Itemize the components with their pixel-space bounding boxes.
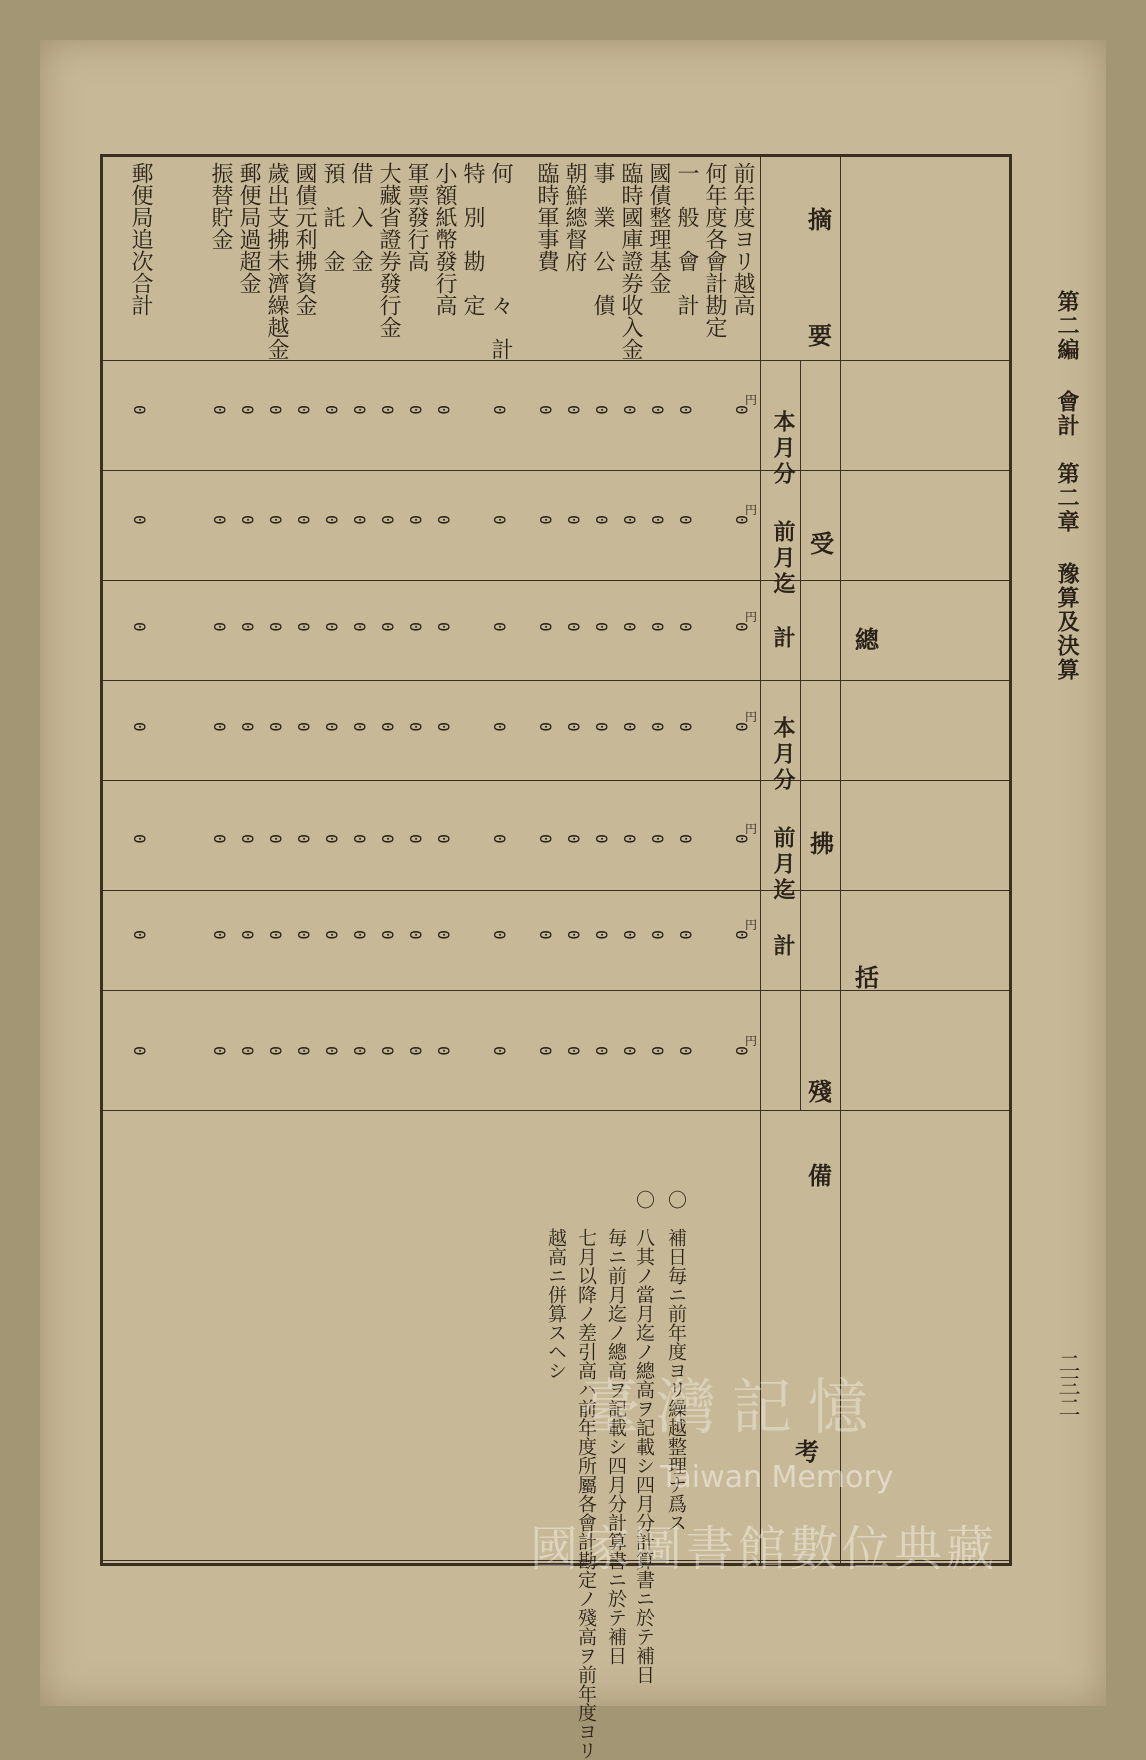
col-receipt-sum: 計 — [770, 626, 796, 654]
value-cell: 0 — [434, 405, 453, 415]
value-cell: 0 — [434, 722, 453, 732]
col-receipt-to-last-month: 前月迄 — [770, 520, 796, 598]
value-cell: 0 — [238, 405, 257, 415]
header-rule-inner — [800, 360, 801, 1110]
yen-unit: 円 — [745, 918, 758, 932]
value-cell: 0 — [620, 622, 639, 632]
value-cell: 0 — [536, 1046, 555, 1056]
value-cell: 0 — [210, 834, 229, 844]
table-row-label: 何年度各會計勘定 — [702, 162, 727, 338]
value-cell: 0 — [378, 722, 397, 732]
value-cell: 0 — [350, 405, 369, 415]
value-cell: 0 — [406, 930, 425, 940]
value-cell: 0 — [350, 834, 369, 844]
value-cell: 0 — [294, 722, 313, 732]
value-cell: 0 — [434, 622, 453, 632]
value-cell: 0 — [434, 930, 453, 940]
header-payment: 拂 — [810, 829, 840, 858]
table-row-label: 軍票發行高 — [404, 162, 429, 272]
value-cell: 0 — [322, 622, 341, 632]
header-remarks: 備 — [808, 1161, 838, 1190]
value-cell: 0 — [350, 515, 369, 525]
table-row-label: 大藏省證券發行金 — [376, 162, 401, 338]
value-cell: 0 — [238, 834, 257, 844]
watermark-library: 國家圖書館數位典藏 — [530, 1521, 999, 1577]
table-row-label: 臨時軍事費 — [534, 162, 559, 272]
value-cell: 0 — [490, 930, 509, 940]
header-summary-tail: 要 — [808, 321, 838, 350]
value-cell: 0 — [434, 1046, 453, 1056]
value-cell: 0 — [732, 722, 751, 732]
value-cell: 0 — [406, 1046, 425, 1056]
value-cell: 0 — [592, 622, 611, 632]
col-receipt-this-month: 本月分 — [770, 410, 796, 488]
running-head: 第二編 會計 第二章 豫算及決算 — [1054, 290, 1080, 682]
value-cell: 0 — [322, 930, 341, 940]
remark-note: 七月以降ノ差引高ハ前年度所屬各會計勘定ノ殘高ヲ前年度ヨリ — [575, 1190, 597, 1760]
value-cell: 0 — [490, 622, 509, 632]
table-row-label: 郵便局追次合計 — [128, 162, 153, 316]
col-payment-to-last-month: 前月迄 — [770, 826, 796, 904]
watermark-brand: 臺灣記憶 — [580, 1373, 884, 1443]
value-cell: 0 — [490, 405, 509, 415]
value-cell: 0 — [490, 1046, 509, 1056]
header-total: 總 — [855, 625, 885, 654]
column-rule-2 — [102, 470, 1010, 471]
column-rule-1 — [102, 360, 1010, 361]
value-cell: 0 — [130, 1046, 149, 1056]
value-cell: 0 — [648, 1046, 667, 1056]
column-rule-3 — [102, 580, 1010, 581]
table-row-label: 振替貯金 — [208, 162, 233, 250]
value-cell: 0 — [350, 622, 369, 632]
value-cell: 0 — [294, 405, 313, 415]
value-cell: 0 — [620, 930, 639, 940]
yen-unit: 円 — [745, 610, 758, 624]
value-cell: 0 — [648, 622, 667, 632]
header-rule-body — [760, 154, 761, 1564]
value-cell: 0 — [536, 515, 555, 525]
value-cell: 0 — [130, 834, 149, 844]
value-cell: 0 — [294, 1046, 313, 1056]
value-cell: 0 — [536, 834, 555, 844]
table-row-label: 特 別 勘 定 — [460, 162, 485, 316]
header-receipt: 受 — [810, 529, 840, 558]
value-cell: 0 — [536, 930, 555, 940]
column-rule-8 — [102, 1110, 1010, 1111]
value-cell: 0 — [406, 405, 425, 415]
value-cell: 0 — [564, 405, 583, 415]
value-cell: 0 — [564, 722, 583, 732]
value-cell: 0 — [564, 622, 583, 632]
value-cell: 0 — [676, 834, 695, 844]
value-cell: 0 — [350, 1046, 369, 1056]
value-cell: 0 — [592, 1046, 611, 1056]
value-cell: 0 — [210, 515, 229, 525]
value-cell: 0 — [210, 405, 229, 415]
value-cell: 0 — [266, 1046, 285, 1056]
table-row-label: 一 般 會 計 — [674, 162, 699, 316]
value-cell: 0 — [406, 722, 425, 732]
value-cell: 0 — [676, 515, 695, 525]
value-cell: 0 — [294, 834, 313, 844]
column-rule-6 — [102, 890, 1010, 891]
value-cell: 0 — [648, 834, 667, 844]
value-cell: 0 — [266, 930, 285, 940]
page-number: 二三二 — [1055, 1352, 1080, 1418]
value-cell: 0 — [490, 722, 509, 732]
value-cell: 0 — [322, 722, 341, 732]
value-cell: 0 — [350, 930, 369, 940]
value-cell: 0 — [648, 930, 667, 940]
value-cell: 0 — [732, 622, 751, 632]
value-cell: 0 — [406, 622, 425, 632]
value-cell: 0 — [434, 834, 453, 844]
yen-unit: 円 — [745, 1034, 758, 1048]
value-cell: 0 — [536, 722, 555, 732]
table-row-label: 何 々 計 — [488, 162, 513, 360]
value-cell: 0 — [732, 834, 751, 844]
value-cell: 0 — [130, 515, 149, 525]
value-cell: 0 — [648, 722, 667, 732]
value-cell: 0 — [322, 515, 341, 525]
value-cell: 0 — [536, 405, 555, 415]
table-row-label: 歲出支拂未濟繰越金 — [264, 162, 289, 360]
value-cell: 0 — [266, 722, 285, 732]
value-cell: 0 — [378, 1046, 397, 1056]
col-payment-sum: 計 — [770, 934, 796, 962]
value-cell: 0 — [564, 515, 583, 525]
yen-unit: 円 — [745, 393, 758, 407]
value-cell: 0 — [378, 405, 397, 415]
value-cell: 0 — [536, 622, 555, 632]
yen-unit: 円 — [745, 503, 758, 517]
value-cell: 0 — [350, 722, 369, 732]
value-cell: 0 — [266, 405, 285, 415]
remark-note: 越高ニ併算スヘシ — [545, 1190, 567, 1380]
value-cell: 0 — [238, 930, 257, 940]
value-cell: 0 — [210, 930, 229, 940]
value-cell: 0 — [130, 405, 149, 415]
value-cell: 0 — [378, 515, 397, 525]
header-summary: 摘 — [808, 205, 838, 234]
value-cell: 0 — [564, 834, 583, 844]
header-remarks-tail: 考 — [795, 1437, 825, 1466]
table-row-label: 臨時國庫證券收入金 — [618, 162, 643, 360]
column-rule-5 — [102, 780, 1010, 781]
value-cell: 0 — [294, 622, 313, 632]
remark-note: 毎ニ前月迄ノ總高ヲ記載シ四月分計算書ニ於テ補日 — [605, 1190, 627, 1665]
value-cell: 0 — [322, 1046, 341, 1056]
value-cell: 0 — [266, 834, 285, 844]
value-cell: 0 — [592, 930, 611, 940]
value-cell: 0 — [130, 930, 149, 940]
value-cell: 0 — [210, 722, 229, 732]
value-cell: 0 — [676, 405, 695, 415]
value-cell: 0 — [238, 622, 257, 632]
value-cell: 0 — [564, 930, 583, 940]
value-cell: 0 — [732, 930, 751, 940]
table-row-label: 事 業 公 債 — [590, 162, 615, 316]
value-cell: 0 — [294, 515, 313, 525]
value-cell: 0 — [210, 1046, 229, 1056]
value-cell: 0 — [732, 1046, 751, 1056]
value-cell: 0 — [490, 515, 509, 525]
value-cell: 0 — [592, 722, 611, 732]
value-cell: 0 — [732, 515, 751, 525]
value-cell: 0 — [676, 722, 695, 732]
watermark-brand-en: Taiwan Memory — [660, 1460, 894, 1495]
col-payment-this-month: 本月分 — [770, 716, 796, 794]
value-cell: 0 — [620, 1046, 639, 1056]
remark-note: 〇 八其ノ當月迄ノ總高ヲ記載シ四月分計算書ニ於テ補日 — [633, 1190, 655, 1684]
value-cell: 0 — [322, 405, 341, 415]
value-cell: 0 — [238, 722, 257, 732]
value-cell: 0 — [648, 405, 667, 415]
value-cell: 0 — [732, 405, 751, 415]
value-cell: 0 — [266, 622, 285, 632]
table-row-label: 國債元利拂資金 — [292, 162, 317, 316]
value-cell: 0 — [378, 834, 397, 844]
value-cell: 0 — [434, 515, 453, 525]
value-cell: 0 — [648, 515, 667, 525]
value-cell: 0 — [564, 1046, 583, 1056]
value-cell: 0 — [592, 515, 611, 525]
value-cell: 0 — [294, 930, 313, 940]
table-row-label: 郵便局過超金 — [236, 162, 261, 294]
value-cell: 0 — [676, 1046, 695, 1056]
table-row-label: 國債整理基金 — [646, 162, 671, 294]
value-cell: 0 — [490, 834, 509, 844]
value-cell: 0 — [322, 834, 341, 844]
value-cell: 0 — [210, 622, 229, 632]
value-cell: 0 — [406, 834, 425, 844]
value-cell: 0 — [676, 930, 695, 940]
value-cell: 0 — [620, 834, 639, 844]
table-row-label: 前年度ヨリ越高 — [730, 162, 755, 316]
value-cell: 0 — [378, 930, 397, 940]
value-cell: 0 — [238, 515, 257, 525]
value-cell: 0 — [130, 722, 149, 732]
value-cell: 0 — [620, 405, 639, 415]
column-rule-4 — [102, 680, 1010, 681]
value-cell: 0 — [130, 622, 149, 632]
value-cell: 0 — [406, 515, 425, 525]
header-split-rule — [800, 680, 840, 681]
value-cell: 0 — [238, 1046, 257, 1056]
yen-unit: 円 — [745, 710, 758, 724]
column-rule-0 — [102, 154, 1010, 155]
table-row-label: 借 入 金 — [348, 162, 373, 272]
remark-note: 〇 補日毎ニ前年度ヨリ繰越整理ナ爲ス — [665, 1190, 687, 1532]
value-cell: 0 — [378, 622, 397, 632]
table-row-label: 預 託 金 — [320, 162, 345, 272]
value-cell: 0 — [592, 405, 611, 415]
header-rule-outer — [840, 154, 841, 1564]
yen-unit: 円 — [745, 822, 758, 836]
header-balance: 殘 — [808, 1077, 838, 1106]
table-row-label: 朝鮮總督府 — [562, 162, 587, 272]
value-cell: 0 — [266, 515, 285, 525]
value-cell: 0 — [620, 722, 639, 732]
value-cell: 0 — [592, 834, 611, 844]
table-row-label: 小額紙幣發行高 — [432, 162, 457, 316]
header-kakuyo: 括 — [855, 963, 885, 992]
value-cell: 0 — [620, 515, 639, 525]
value-cell: 0 — [676, 622, 695, 632]
